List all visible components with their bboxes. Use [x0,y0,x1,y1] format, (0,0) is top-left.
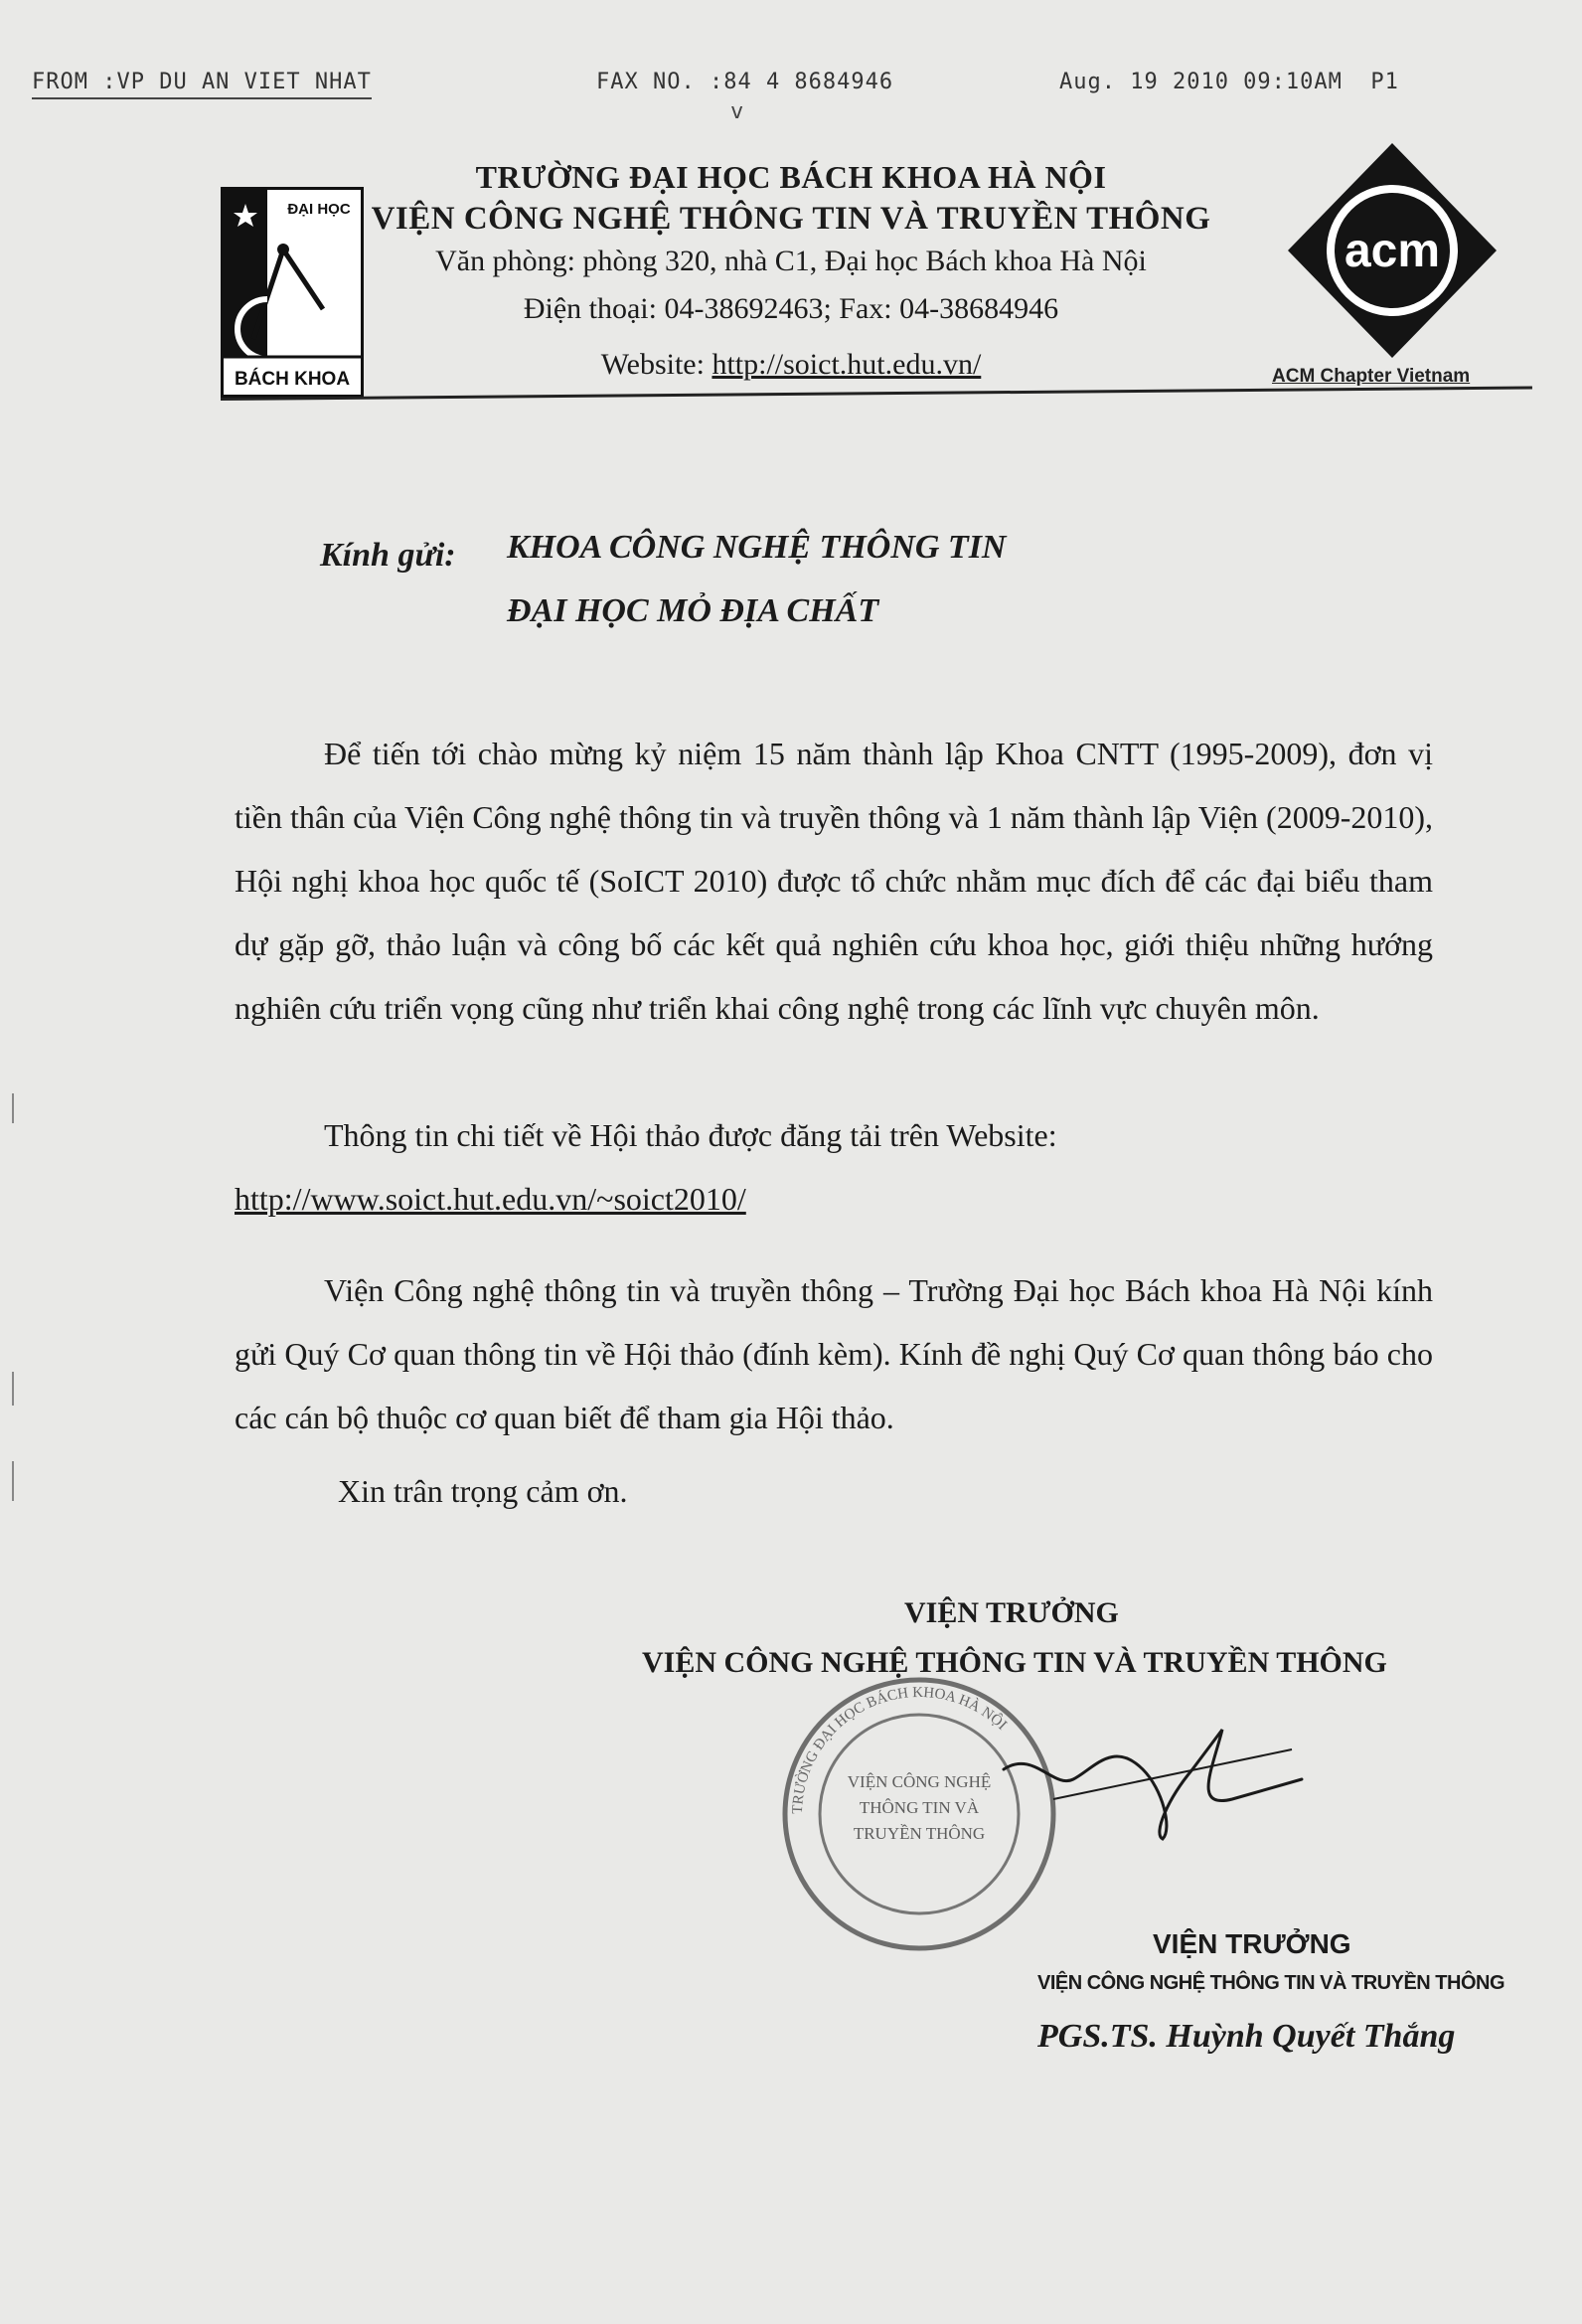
stamp-organization: VIỆN CÔNG NGHỆ THÔNG TIN VÀ TRUYỀN THÔNG [1037,1972,1505,1994]
letterhead-rule [221,386,1532,401]
signature-scribble-icon [994,1710,1312,1849]
scan-margin-mark [12,1093,14,1123]
signer-title: VIỆN TRƯỞNG [904,1596,1119,1629]
bach-khoa-logo-bottom-text: BÁCH KHOA [234,369,351,390]
handwritten-signature [994,1710,1312,1849]
signer-name: PGS.TS. Huỳnh Quyết Thắng [1037,2018,1456,2055]
bach-khoa-logo-top-text: ĐẠI HỌC [287,201,351,218]
fax-from: FROM :VP DU AN VIET NHAT [32,70,372,99]
seal-ring-path: TRƯỜNG ĐẠI HỌC BÁCH KHOA HÀ NỘI [789,1684,1010,1815]
institute-name: VIỆN CÔNG NGHỆ THÔNG TIN VÀ TRUYỀN THÔNG [371,201,1211,237]
acm-logo-text: acm [1344,225,1441,277]
body-paragraph-1: Để tiến tới chào mừng kỷ niệm 15 năm thành lập Khoa CNTT (1995-2009), đơn vị tiền thân của Viện Công nghệ thông tin và truyền thông và 1 năm thành lập Viện (2009-2010), Hội nghị khoa học quốc tế (SoICT 2010) được tổ chức nhằm mục đích để các đại biểu tham dự gặp gỡ, thảo luận và công bố các kết quả nghiên cứu khoa học, giới thiệu những hướng nghiên cứu triển vọng cũng như triển khai công nghệ trong các lĩnh vực chuyên môn. [235,736,1433,1026]
body-paragraph-2 [235,1103,1433,1231]
stamp-title: VIỆN TRƯỞNG [1153,1928,1351,1959]
seal-center-text: VIỆN CÔNG NGHỆ THÔNG TIN VÀ TRUYỀN THÔNG [847,1772,992,1843]
fax-mark: v [730,99,744,124]
recipient-label: Kính gửi: [320,537,456,574]
office-address: Văn phòng: phòng 320, nhà C1, Đại học Bách khoa Hà Nội [435,245,1147,277]
scan-margin-mark [12,1372,14,1406]
acm-logo [1284,139,1501,376]
fax-date [1059,70,1399,94]
body-paragraph-3: Viện Công nghệ thông tin và truyền thông – Trường Đại học Bách khoa Hà Nội kính gửi Quý Cơ quan thông tin về Hội thảo (đính kèm). Kính đề nghị Quý Cơ quan thông báo cho các cán bộ thuộc cơ quan biết để tham gia Hội thảo. [235,1272,1433,1435]
website-label: Website: [600,348,712,381]
recipient-line-1: KHOA CÔNG NGHỆ THÔNG TIN [507,529,1007,566]
scan-margin-mark [12,1461,14,1501]
signer-organization: VIỆN CÔNG NGHỆ THÔNG TIN VÀ TRUYỀN THÔNG [642,1646,1387,1679]
fax-date-text: Aug. 19 2010 09:10AM [1059,70,1343,94]
website-link[interactable]: http://soict.hut.edu.vn/ [712,348,982,381]
phone-fax: Điện thoại: 04-38692463; Fax: 04-38684946 [523,292,1059,325]
conference-info-text: Thông tin chi tiết về Hội thảo được đăng tải trên Website: [324,1117,1057,1153]
acm-diamond-icon [1284,139,1501,376]
closing-thanks: Xin trân trọng cảm ơn. [338,1473,628,1509]
fax-page: P1 [1370,70,1399,94]
recipient-line-2: ĐẠI HỌC MỎ ĐỊA CHẤT [507,592,879,629]
fax-number: FAX NO. :84 4 8684946 [596,70,894,94]
acm-caption: ACM Chapter Vietnam [1272,366,1471,387]
university-name: TRƯỜNG ĐẠI HỌC BÁCH KHOA HÀ NỘI [475,159,1107,195]
conference-website-link[interactable]: http://www.soict.hut.edu.vn/~soict2010/ [235,1181,746,1217]
